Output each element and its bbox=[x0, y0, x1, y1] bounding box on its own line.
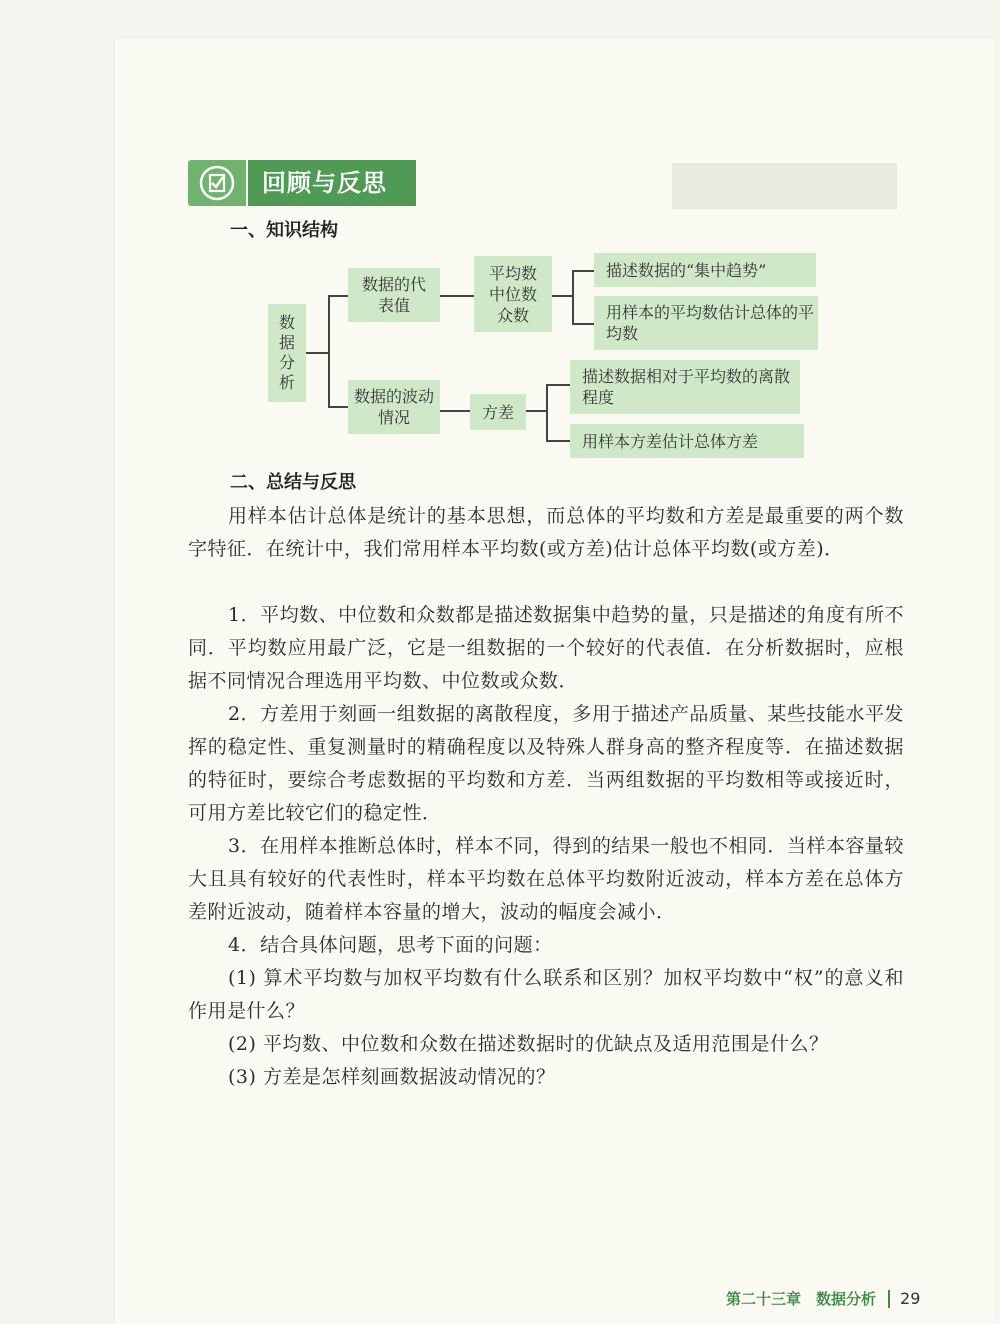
page-footer bbox=[726, 1288, 920, 1309]
bleed-through-banner bbox=[672, 163, 897, 209]
connector bbox=[572, 270, 574, 324]
banner-title: 回顾与反思 bbox=[248, 160, 416, 206]
point-4: 4．结合具体问题，思考下面的问题： bbox=[228, 934, 553, 956]
intro-paragraph: 用样本估计总体是统计的基本思想，而总体的平均数和方差是最重要的两个数字特征．在统计中，我们常用样本平均数(或方差)估计总体平均数(或方差)． bbox=[188, 505, 904, 560]
page-number: 29 bbox=[900, 1289, 921, 1308]
question-1: (1) 算术平均数与加权平均数有什么联系和区别？加权平均数中“权”的意义和作用是什么？ bbox=[188, 967, 904, 1022]
branch1-leaf-1: 描述数据的“集中趋势” bbox=[594, 253, 816, 287]
banner-icon-box bbox=[188, 160, 246, 206]
connector bbox=[546, 384, 570, 386]
connector bbox=[546, 440, 570, 442]
connector bbox=[572, 323, 594, 325]
point-1: 1．平均数、中位数和众数都是描述数据集中趋势的量，只是描述的角度有所不同．平均数应用最广泛，它是一组数据的一个较好的代表值．在分析数据时，应根据不同情况合理选用平均数、中位数或众数． bbox=[188, 604, 904, 692]
connector bbox=[306, 352, 328, 354]
connector bbox=[328, 295, 330, 407]
connector bbox=[572, 270, 594, 272]
mindmap-root bbox=[268, 304, 306, 402]
connector bbox=[440, 410, 470, 412]
mindmap-root-label: 数据分析 bbox=[278, 313, 295, 392]
branch2-leaf-2: 用样本方差估计总体方差 bbox=[570, 424, 804, 458]
connector bbox=[526, 410, 546, 412]
point-3: 3．在用样本推断总体时，样本不同，得到的结果一般也不相同．当样本容量较大且具有较好的代表性时，样本平均数在总体平均数附近波动，样本方差在总体方差附近波动，随着样本容量的增大，波动的幅度会减小． bbox=[188, 835, 904, 923]
branch1-middle-node bbox=[474, 256, 552, 332]
branch1-middle-label: 平均数中位数众数 bbox=[488, 263, 537, 325]
branch1-leaf-2: 用样本的平均数估计总体的平均数 bbox=[594, 296, 818, 350]
checklist-icon bbox=[198, 164, 236, 202]
branch2-middle-node: 方差 bbox=[470, 394, 526, 430]
section2-heading: 二、总结与反思 bbox=[230, 472, 356, 493]
chapter-title: 第二十三章 数据分析 bbox=[726, 1290, 877, 1308]
branch1-label: 数据的代表值 bbox=[362, 275, 427, 315]
connector bbox=[552, 295, 572, 297]
connector bbox=[328, 295, 348, 297]
branch1-node bbox=[348, 268, 440, 322]
section-banner bbox=[188, 160, 416, 206]
footer-divider bbox=[888, 1290, 890, 1308]
connector bbox=[328, 406, 348, 408]
branch2-node bbox=[348, 380, 440, 434]
branch2-label: 数据的波动情况 bbox=[354, 387, 435, 427]
connector bbox=[546, 384, 548, 440]
question-3: (3) 方差是怎样刻画数据波动情况的？ bbox=[228, 1066, 556, 1088]
connector bbox=[440, 295, 474, 297]
point-2: 2．方差用于刻画一组数据的离散程度，多用于描述产品质量、某些技能水平发挥的稳定性、重复测量时的精确程度以及特殊人群身高的整齐程度等．在描述数据的特征时，要综合考虑数据的平均数和方差．当两组数据的平均数相等或接近时，可用方差比较它们的稳定性． bbox=[188, 703, 904, 824]
section1-heading: 一、知识结构 bbox=[230, 220, 338, 241]
question-2: (2) 平均数、中位数和众数在描述数据时的优缺点及适用范围是什么？ bbox=[228, 1033, 829, 1055]
branch2-leaf-1: 描述数据相对于平均数的离散程度 bbox=[570, 360, 800, 414]
